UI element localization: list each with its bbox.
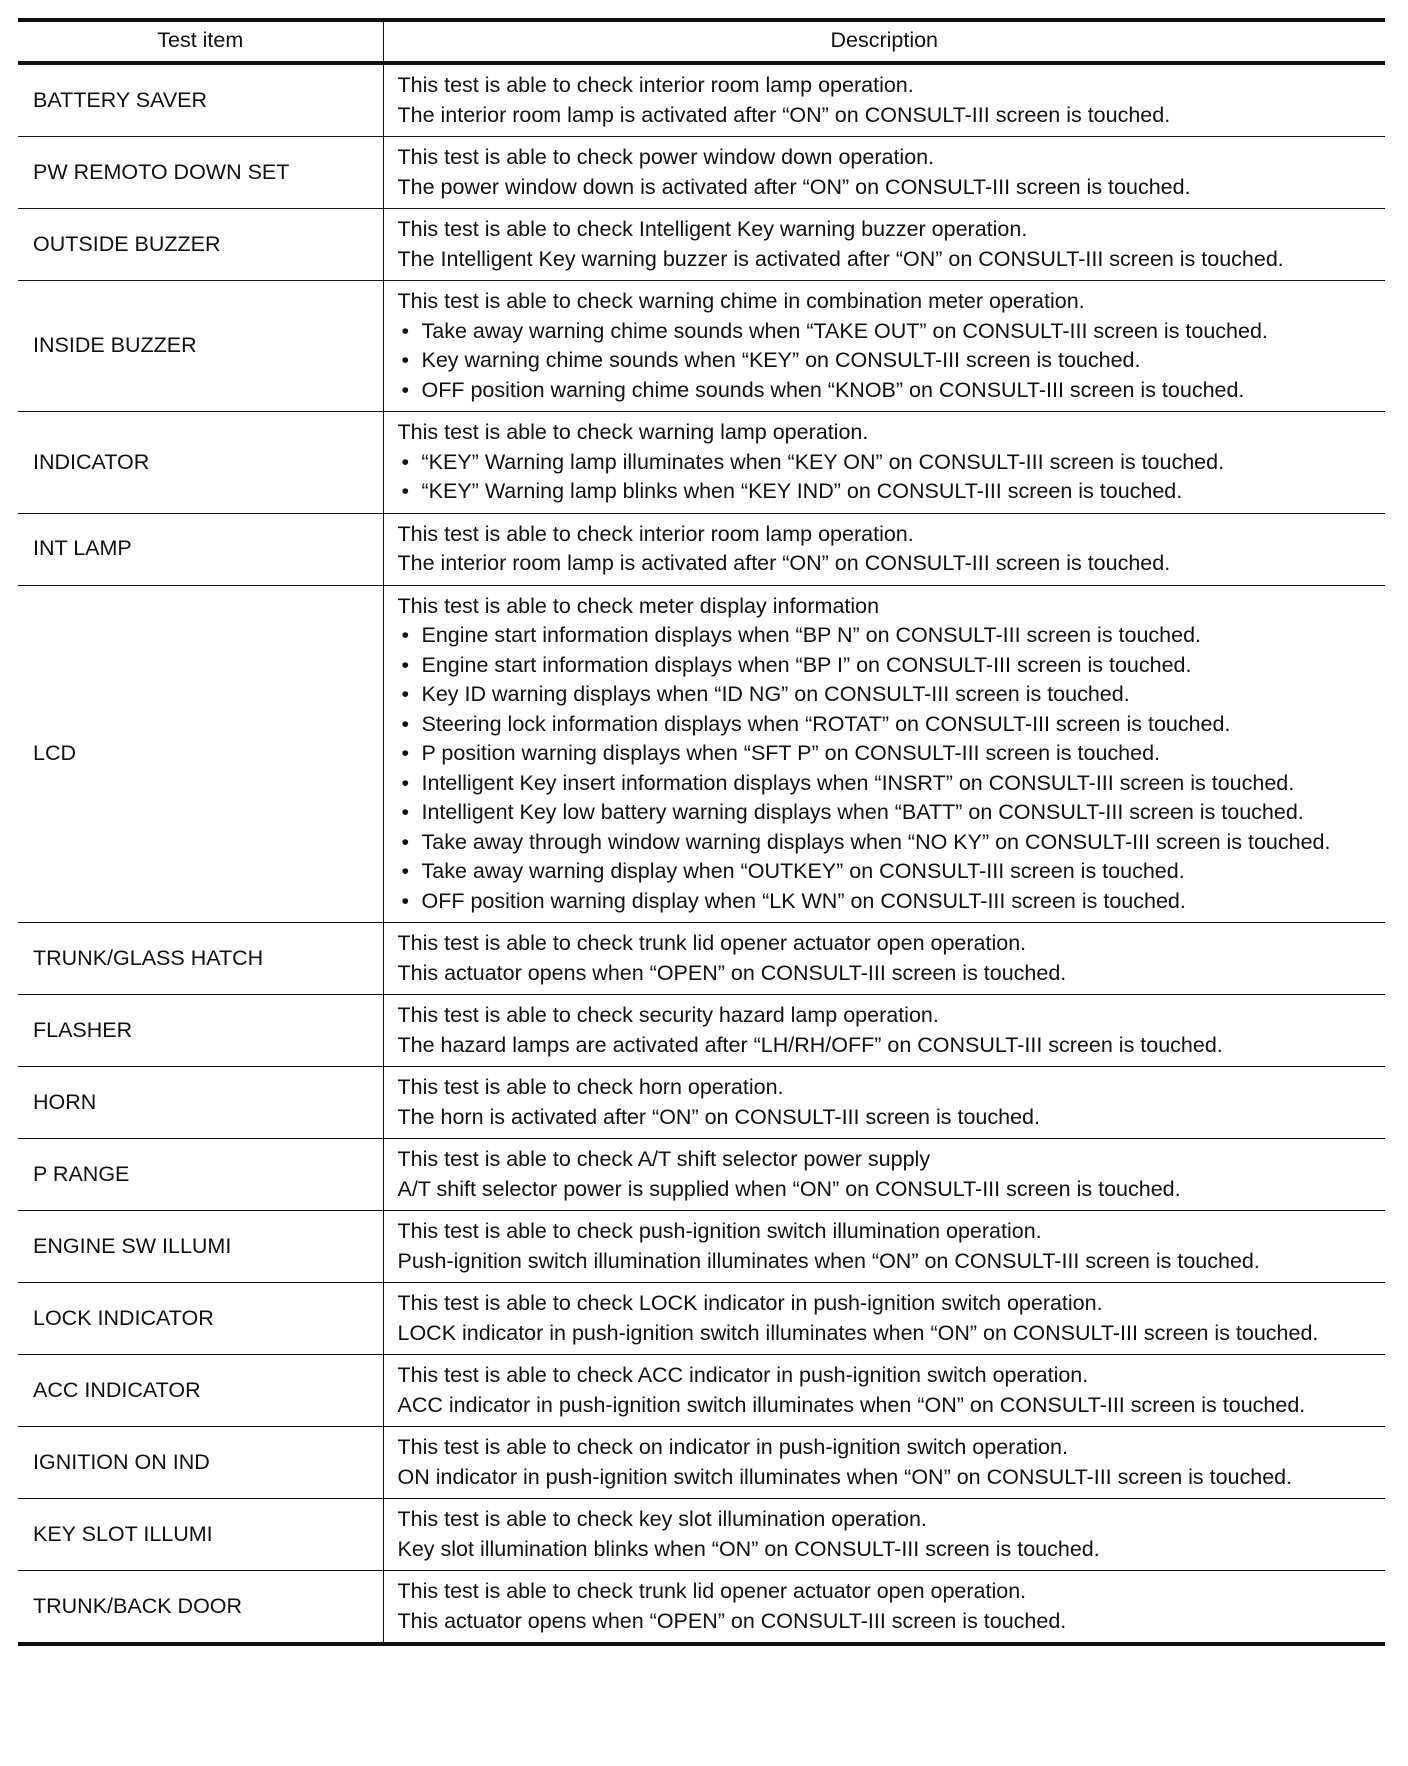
description-line: This test is able to check key slot illumination operation. xyxy=(397,1507,927,1531)
table-row xyxy=(18,63,1385,137)
description-line: ON indicator in push-ignition switch illuminates when “ON” on CONSULT-III screen is touched. xyxy=(397,1464,1293,1489)
description-line: This test is able to check interior room lamp operation. xyxy=(397,521,914,546)
description-cell xyxy=(383,513,1385,585)
description-bullet: • P position warning displays when “SFT P” on CONSULT-III screen is touched. xyxy=(398,739,1378,769)
description-line: This test is able to check interior room lamp operation. xyxy=(397,73,914,97)
description-bullet: • Key warning chime sounds when “KEY” on CONSULT-III screen is touched. xyxy=(398,346,1378,376)
table-row xyxy=(18,1211,1385,1283)
description-bullet: • “KEY” Warning lamp blinks when “KEY IND” on CONSULT-III screen is touched. xyxy=(398,477,1378,507)
description-bullet: • Engine start information displays when “BP N” on CONSULT-III screen is touched. xyxy=(398,621,1378,651)
description-line: This test is able to check trunk lid opener actuator open operation. xyxy=(397,1579,1027,1603)
table-row xyxy=(18,513,1385,585)
description-line: This test is able to check push-ignition switch illumination operation. xyxy=(397,1219,1042,1243)
table-row xyxy=(18,281,1385,412)
table-row xyxy=(18,412,1385,514)
description-cell xyxy=(383,1499,1385,1571)
description-line: This test is able to check security hazard lamp operation. xyxy=(397,1003,939,1027)
description-bullet: • Key ID warning displays when “ID NG” on CONSULT-III screen is touched. xyxy=(398,680,1378,710)
test-item-cell: TRUNK/GLASS HATCH xyxy=(18,923,383,995)
description-line: This test is able to check A/T shift selector power supply xyxy=(397,1147,931,1171)
description-line: The interior room lamp is activated after “ON” on CONSULT-III screen is touched. xyxy=(397,551,1171,575)
description-cell xyxy=(383,1283,1385,1355)
test-item-cell: INDICATOR xyxy=(18,412,383,514)
test-item-cell: KEY SLOT ILLUMI xyxy=(18,1499,383,1571)
test-item-cell: BATTERY SAVER xyxy=(18,63,383,137)
test-item-cell: HORN xyxy=(18,1067,383,1139)
table-row xyxy=(18,1139,1385,1211)
description-cell xyxy=(383,1139,1385,1211)
active-test-table-sheet xyxy=(18,18,1385,1646)
test-item-cell: INT LAMP xyxy=(18,513,383,585)
description-cell xyxy=(383,585,1385,923)
description-bullet-list xyxy=(398,621,1378,916)
table-row xyxy=(18,1283,1385,1355)
description-bullet: • Take away through window warning displays when “NO KY” on CONSULT-III screen is touched. xyxy=(398,828,1378,858)
description-line: This test is able to check LOCK indicator in push-ignition switch operation. xyxy=(397,1291,1103,1315)
description-line: ACC indicator in push-ignition switch illuminates when “ON” on CONSULT-III screen is touched. xyxy=(397,1392,1306,1417)
description-line: This test is able to check warning lamp operation. xyxy=(397,420,869,444)
test-item-cell: IGNITION ON IND xyxy=(18,1427,383,1499)
description-bullet: • Take away warning display when “OUTKEY” on CONSULT-III screen is touched. xyxy=(398,857,1378,887)
description-line: This actuator opens when “OPEN” on CONSULT-III screen is touched. xyxy=(397,1608,1067,1633)
description-line: This actuator opens when “OPEN” on CONSULT-III screen is touched. xyxy=(397,960,1067,985)
description-bullet: • Steering lock information displays when “ROTAT” on CONSULT-III screen is touched. xyxy=(398,710,1378,740)
header-test-item: Test item xyxy=(18,20,383,63)
table-row xyxy=(18,1427,1385,1499)
description-bullet: • OFF position warning display when “LK WN” on CONSULT-III screen is touched. xyxy=(398,887,1378,917)
description-line: This test is able to check trunk lid opener actuator open operation. xyxy=(397,931,1027,955)
description-line: This test is able to check ACC indicator in push-ignition switch operation. xyxy=(397,1363,1089,1387)
description-bullet: • Intelligent Key insert information displays when “INSRT” on CONSULT-III screen is touched. xyxy=(398,769,1378,799)
test-item-cell: OUTSIDE BUZZER xyxy=(18,209,383,281)
description-line: LOCK indicator in push-ignition switch illuminates when “ON” on CONSULT-III screen is touched. xyxy=(397,1320,1319,1345)
description-cell xyxy=(383,995,1385,1067)
description-line: A/T shift selector power is supplied when “ON” on CONSULT-III screen is touched. xyxy=(397,1176,1181,1201)
test-item-cell: LOCK INDICATOR xyxy=(18,1283,383,1355)
test-item-cell: ACC INDICATOR xyxy=(18,1355,383,1427)
description-cell xyxy=(383,281,1385,412)
description-bullet: • OFF position warning chime sounds when “KNOB” on CONSULT-III screen is touched. xyxy=(398,376,1378,406)
description-line: The hazard lamps are activated after “LH/RH/OFF” on CONSULT-III screen is touched. xyxy=(397,1032,1223,1057)
description-line: The horn is activated after “ON” on CONSULT-III screen is touched. xyxy=(397,1104,1040,1129)
description-line: The interior room lamp is activated after “ON” on CONSULT-III screen is touched. xyxy=(397,102,1171,127)
description-line: Push-ignition switch illumination illuminates when “ON” on CONSULT-III screen is touched. xyxy=(397,1248,1260,1273)
description-cell xyxy=(383,1571,1385,1645)
table-row xyxy=(18,209,1385,281)
table-row xyxy=(18,1067,1385,1139)
description-cell xyxy=(383,1355,1385,1427)
description-cell xyxy=(383,923,1385,995)
description-line: This test is able to check warning chime in combination meter operation. xyxy=(397,289,1085,313)
table-body xyxy=(18,63,1385,1644)
table-row xyxy=(18,1571,1385,1645)
description-cell xyxy=(383,1067,1385,1139)
table-row xyxy=(18,1499,1385,1571)
table-row xyxy=(18,995,1385,1067)
description-bullet: • “KEY” Warning lamp illuminates when “KEY ON” on CONSULT-III screen is touched. xyxy=(398,448,1378,478)
table-row xyxy=(18,1355,1385,1427)
table-header xyxy=(18,20,1385,63)
description-line: Key slot illumination blinks when “ON” on CONSULT-III screen is touched. xyxy=(397,1536,1100,1561)
description-bullet: • Take away warning chime sounds when “TAKE OUT” on CONSULT-III screen is touched. xyxy=(398,317,1378,347)
test-item-cell: FLASHER xyxy=(18,995,383,1067)
header-description: Description xyxy=(830,28,939,53)
description-bullet-list xyxy=(398,448,1378,507)
description-bullet: • Engine start information displays when “BP I” on CONSULT-III screen is touched. xyxy=(398,651,1378,681)
test-item-cell: TRUNK/BACK DOOR xyxy=(18,1571,383,1645)
description-cell xyxy=(383,137,1385,209)
table-row xyxy=(18,137,1385,209)
test-item-cell: PW REMOTO DOWN SET xyxy=(18,137,383,209)
description-cell xyxy=(383,1427,1385,1499)
description-cell xyxy=(383,1211,1385,1283)
description-bullet-list xyxy=(398,317,1378,406)
active-test-table xyxy=(18,18,1385,1646)
description-line: This test is able to check power window down operation. xyxy=(397,145,935,169)
description-line: The power window down is activated after “ON” on CONSULT-III screen is touched. xyxy=(397,174,1191,199)
description-bullet: • Intelligent Key low battery warning displays when “BATT” on CONSULT-III screen is touched. xyxy=(398,798,1378,828)
description-line: This test is able to check Intelligent Key warning buzzer operation. xyxy=(397,217,1028,241)
description-line: The Intelligent Key warning buzzer is activated after “ON” on CONSULT-III screen is touched. xyxy=(397,246,1284,271)
test-item-cell: INSIDE BUZZER xyxy=(18,281,383,412)
description-cell xyxy=(383,412,1385,514)
test-item-cell: ENGINE SW ILLUMI xyxy=(18,1211,383,1283)
description-line: This test is able to check horn operation. xyxy=(397,1075,784,1099)
table-row xyxy=(18,585,1385,923)
description-cell xyxy=(383,63,1385,137)
table-row xyxy=(18,923,1385,995)
test-item-cell: P RANGE xyxy=(18,1139,383,1211)
description-cell xyxy=(383,209,1385,281)
header-row xyxy=(18,20,1385,63)
test-item-cell: LCD xyxy=(18,585,383,923)
description-line: This test is able to check on indicator in push-ignition switch operation. xyxy=(397,1435,1068,1459)
description-line: This test is able to check meter display information xyxy=(397,593,880,618)
